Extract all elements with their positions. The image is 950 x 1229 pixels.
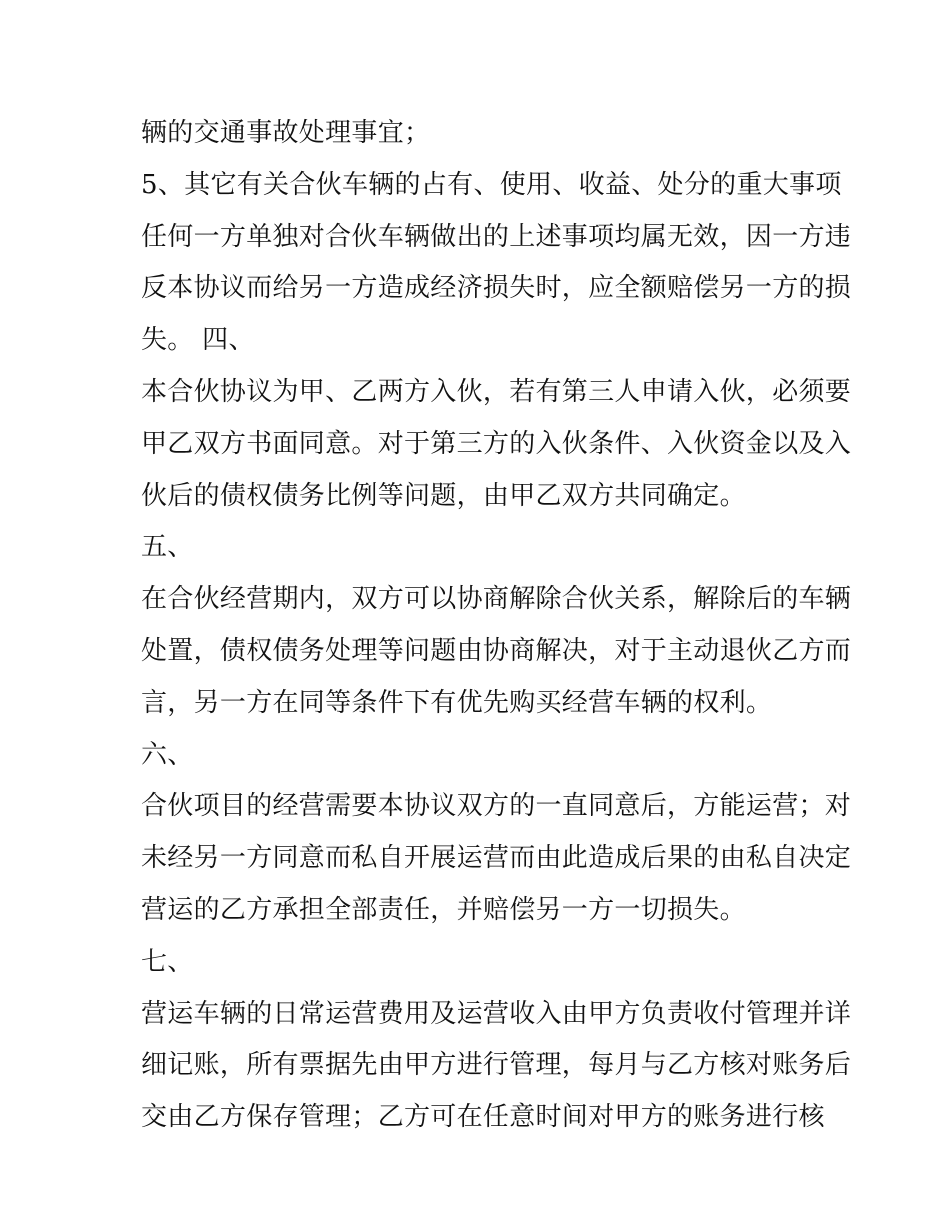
- text-line: 任何一方单独对合伙车辆做出的上述事项均属无效，因一方违: [141, 221, 852, 252]
- text-line: 5、其它有关合伙车辆的占有、使用、收益、处分的重大事项: [141, 169, 842, 200]
- section-heading: 六、: [141, 739, 194, 770]
- text-line: 细记账，所有票据先由甲方进行管理，每月与乙方核对账务后: [141, 1050, 852, 1081]
- section-heading: 五、: [141, 532, 194, 563]
- text-line: 处置，债权债务处理等问题由协商解决，对于主动退伙乙方而: [141, 635, 852, 666]
- document-body: [141, 108, 852, 1144]
- section-heading: 七、: [141, 946, 194, 977]
- text-line: 甲乙双方书面同意。对于第三方的入伙条件、入伙资金以及入: [141, 428, 852, 459]
- text-line: 未经另一方同意而私自开展运营而由此造成后果的由私自决定: [141, 843, 852, 874]
- text-line: 伙后的债权债务比例等问题，由甲乙双方共同确定。: [141, 480, 746, 511]
- text-line: 失。 四、: [141, 325, 255, 356]
- text-line: 在合伙经营期内，双方可以协商解除合伙关系，解除后的车辆: [141, 584, 852, 615]
- text-line: 反本协议而给另一方造成经济损失时，应全额赔偿另一方的损: [141, 273, 852, 304]
- text-line: 交由乙方保存管理；乙方可在任意时间对甲方的账务进行核: [141, 1102, 825, 1133]
- text-line: 言，另一方在同等条件下有优先购买经营车辆的权利。: [141, 687, 773, 718]
- text-line: 营运的乙方承担全部责任，并赔偿另一方一切损失。: [141, 894, 746, 925]
- text-line: 营运车辆的日常运营费用及运营收入由甲方负责收付管理并详: [141, 998, 852, 1029]
- text-line: 本合伙协议为甲、乙两方入伙，若有第三人申请入伙，必须要: [141, 376, 852, 407]
- text-line: 辆的交通事故处理事宜；: [141, 118, 431, 148]
- text-line: 合伙项目的经营需要本协议双方的一直同意后，方能运营；对: [141, 791, 852, 822]
